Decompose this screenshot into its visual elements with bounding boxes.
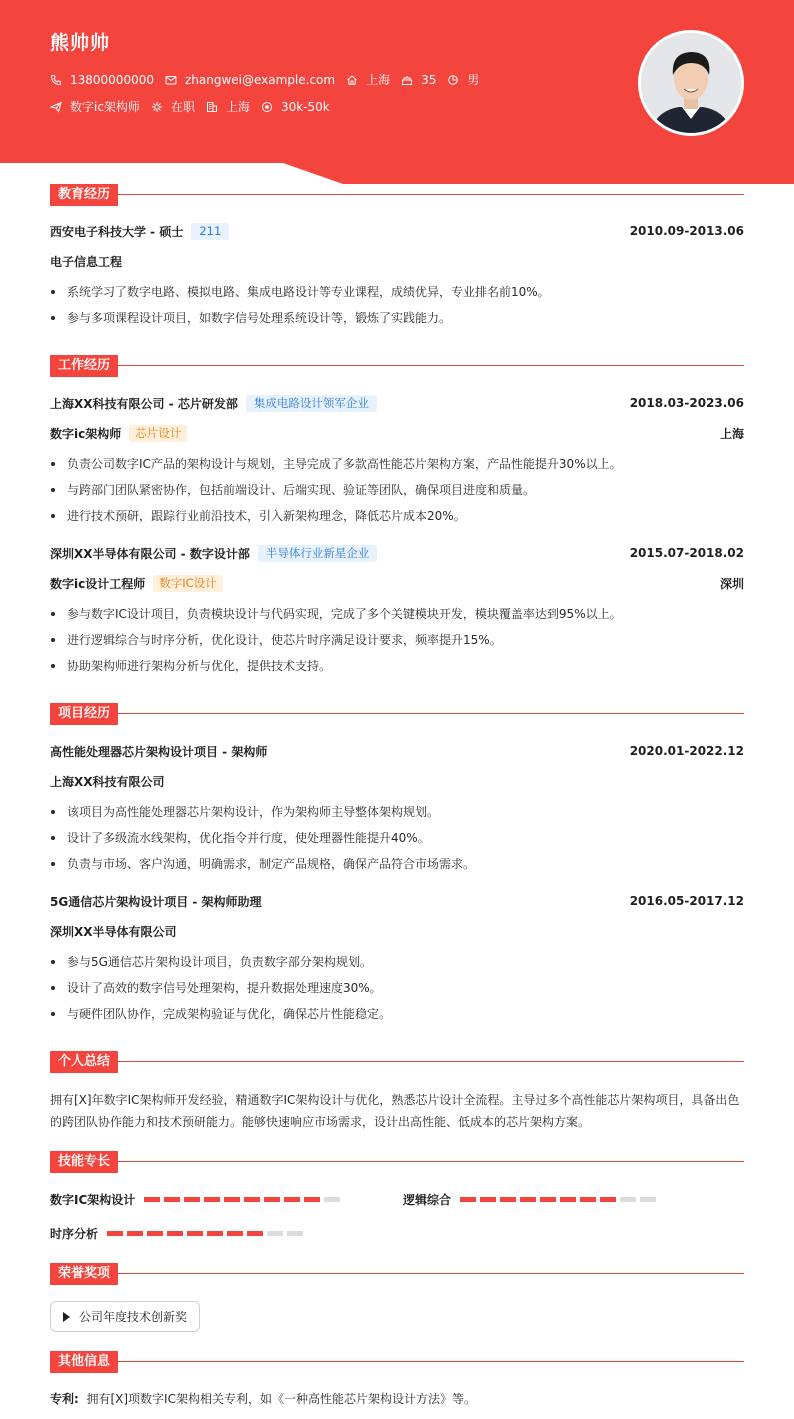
- project-header: [50, 742, 744, 760]
- list-item: 参与5G通信芯片架构设计项目，负责数字部分架构规划。: [50, 953, 744, 971]
- salary-text: 30k-50k: [280, 99, 330, 114]
- section-title: 项目经历: [50, 703, 118, 725]
- school-badge: 211: [191, 223, 229, 240]
- section-awards: [50, 1263, 744, 1285]
- skill-level-segment: [164, 1197, 180, 1202]
- skill-item: [50, 1190, 344, 1208]
- resume-header: [0, 0, 794, 184]
- home-text: 上海: [366, 73, 391, 87]
- avatar-portrait: [641, 33, 741, 133]
- skill-level-bar: [144, 1197, 344, 1202]
- home-icon: [346, 74, 358, 86]
- age-item: [401, 73, 436, 87]
- work-role-row: [50, 424, 744, 442]
- target-role-item: [50, 98, 140, 115]
- role-badge: 芯片设计: [129, 425, 187, 442]
- section-divider: [118, 1273, 744, 1274]
- list-item: 与硬件团队协作，完成架构验证与优化，确保芯片性能稳定。: [50, 1005, 744, 1023]
- skill-level-segment: [244, 1197, 260, 1202]
- work-date: 2018.03-2023.06: [629, 396, 744, 410]
- list-item: 与跨部门团队紧密协作，包括前端设计、后端实现、验证等团队，确保项目进度和质量。: [50, 481, 744, 499]
- school-name: 西安电子科技大学 - 硕士: [50, 224, 184, 239]
- skill-level-segment: [324, 1197, 340, 1202]
- skill-level-segment: [500, 1197, 516, 1202]
- other-info: [50, 1390, 476, 1407]
- company-badge: 集成电路设计领军企业: [246, 395, 377, 412]
- work-role-row: [50, 574, 744, 592]
- skill-level-segment: [640, 1197, 656, 1202]
- phone-text: 13800000000: [70, 72, 154, 87]
- skill-level-segment: [580, 1197, 596, 1202]
- building-icon: [206, 101, 218, 113]
- company-badge: 半导体行业新星企业: [258, 545, 378, 562]
- salary-icon: [261, 101, 273, 113]
- other-label: 专利:: [50, 1392, 79, 1406]
- skill-level-segment: [600, 1197, 616, 1202]
- salary-item: [261, 100, 330, 114]
- award-item[interactable]: [50, 1301, 200, 1332]
- skill-level-segment: [304, 1197, 320, 1202]
- age-text: 35: [421, 72, 437, 87]
- skill-level-segment: [147, 1231, 163, 1236]
- education-header: [50, 222, 744, 240]
- skill-level-segment: [284, 1197, 300, 1202]
- skill-level-segment: [480, 1197, 496, 1202]
- status-icon: [151, 101, 163, 113]
- section-work: [50, 355, 744, 377]
- skill-level-segment: [540, 1197, 556, 1202]
- list-item: 设计了多级流水线架构，优化指令并行度，使处理器性能提升40%。: [50, 829, 744, 847]
- list-item: 系统学习了数字电路、模拟电路、集成电路设计等专业课程，成绩优异，专业排名前10%。: [50, 283, 744, 301]
- gender-icon: [447, 74, 459, 86]
- skill-level-segment: [560, 1197, 576, 1202]
- skill-level-segment: [167, 1231, 183, 1236]
- major: 电子信息工程: [50, 254, 123, 269]
- skill-level-segment: [144, 1197, 160, 1202]
- target-role-text: 数字ic架构师: [70, 100, 140, 114]
- project-org: 深圳XX半导体有限公司: [50, 924, 177, 939]
- work-location: 深圳: [719, 576, 744, 591]
- email-text: zhangwei@example.com: [184, 72, 336, 87]
- project-org-row: [50, 772, 744, 790]
- skill-item: [50, 1224, 307, 1242]
- role-name: 数字ic设计工程师: [50, 576, 146, 591]
- section-title: 个人总结: [50, 1051, 118, 1073]
- home-item: [346, 71, 390, 88]
- section-title: 教育经历: [50, 184, 118, 206]
- city-text: 上海: [225, 100, 250, 114]
- skill-level-segment: [264, 1197, 280, 1202]
- phone-icon: [50, 74, 62, 86]
- section-title: 荣誉奖项: [50, 1263, 118, 1285]
- section-education: [50, 184, 744, 206]
- mail-icon: [165, 74, 177, 86]
- skill-level-segment: [107, 1231, 123, 1236]
- list-item: 进行逻辑综合与时序分析，优化设计，使芯片时序满足设计要求，频率提升15%。: [50, 631, 744, 649]
- skill-level-segment: [184, 1197, 200, 1202]
- award-label: 公司年度技术创新奖: [79, 1310, 188, 1324]
- job-intent-row: [50, 98, 341, 115]
- section-divider: [118, 713, 744, 714]
- list-item: 协助架构师进行架构分析与优化，提供技术支持。: [50, 657, 744, 675]
- skill-level-segment: [224, 1197, 240, 1202]
- skill-level-segment: [520, 1197, 536, 1202]
- section-title: 其他信息: [50, 1351, 118, 1373]
- work-header: [50, 544, 744, 562]
- skill-level-segment: [287, 1231, 303, 1236]
- section-summary: [50, 1051, 744, 1073]
- role-name: 数字ic架构师: [50, 426, 122, 441]
- phone-item: [50, 73, 154, 87]
- section-title: 工作经历: [50, 355, 118, 377]
- list-item: 该项目为高性能处理器芯片架构设计，作为架构师主导整体架构规划。: [50, 803, 744, 821]
- skill-level-segment: [620, 1197, 636, 1202]
- skill-name: 数字IC架构设计: [50, 1192, 136, 1207]
- project-header: [50, 892, 744, 910]
- list-item: 参与数字IC设计项目，负责模块设计与代码实现，完成了多个关键模块开发，模块覆盖率达到95%以上。: [50, 605, 744, 623]
- skill-name: 逻辑综合: [403, 1192, 452, 1207]
- section-other: [50, 1351, 744, 1373]
- project-title: 5G通信芯片架构设计项目 - 架构师助理: [50, 894, 262, 909]
- section-divider: [118, 365, 744, 366]
- skill-item: [403, 1190, 660, 1208]
- avatar: [638, 30, 744, 136]
- skill-level-segment: [127, 1231, 143, 1236]
- list-item: 参与多项课程设计项目，如数字信号处理系统设计等，锻炼了实践能力。: [50, 309, 744, 327]
- education-date: 2010.09-2013.06: [629, 224, 744, 238]
- skill-level-segment: [227, 1231, 243, 1236]
- candidate-name: 熊帅帅: [50, 32, 111, 54]
- project-title: 高性能处理器芯片架构设计项目 - 架构师: [50, 744, 268, 759]
- skill-level-segment: [207, 1231, 223, 1236]
- other-text: 拥有[X]项数字IC架构相关专利，如《一种高性能芯片架构设计方法》等。: [86, 1392, 476, 1406]
- section-projects: [50, 703, 744, 725]
- skill-level-segment: [247, 1231, 263, 1236]
- skill-name: 时序分析: [50, 1226, 99, 1241]
- skill-level-segment: [267, 1231, 283, 1236]
- project-org: 上海XX科技有限公司: [50, 774, 165, 789]
- skill-level-segment: [460, 1197, 476, 1202]
- work-header: [50, 394, 744, 412]
- status-item: [151, 98, 195, 115]
- education-major-row: [50, 252, 744, 270]
- play-icon: [63, 1312, 70, 1322]
- list-item: 负责与市场、客户沟通，明确需求，制定产品规格，确保产品符合市场需求。: [50, 855, 744, 873]
- summary-text: 拥有[X]年数字IC架构师开发经验，精通数字IC架构设计与优化，熟悉芯片设计全流程。主导过多个高性能芯片架构项目，具备出色的跨团队协作能力和技术预研能力。能够快速响应市场需求，设计出高性能、低成本的芯片架构方案。: [50, 1093, 740, 1129]
- list-item: 进行技术预研，跟踪行业前沿技术，引入新架构理念，降低芯片成本20%。: [50, 507, 744, 525]
- skill-level-segment: [204, 1197, 220, 1202]
- section-divider: [118, 194, 744, 195]
- section-divider: [118, 1361, 744, 1362]
- send-icon: [50, 101, 62, 113]
- section-skills: [50, 1151, 744, 1173]
- city-item: [206, 98, 250, 115]
- list-item: 设计了高效的数字信号处理架构，提升数据处理速度30%。: [50, 979, 744, 997]
- skill-level-bar: [107, 1231, 307, 1236]
- skill-level-segment: [187, 1231, 203, 1236]
- email-item: [165, 73, 335, 87]
- section-divider: [118, 1161, 744, 1162]
- project-org-row: [50, 922, 744, 940]
- work-date: 2015.07-2018.02: [629, 546, 744, 560]
- work-location: 上海: [719, 426, 744, 441]
- project-date: 2016.05-2017.12: [629, 894, 744, 908]
- company-name: 深圳XX半导体有限公司 - 数字设计部: [50, 546, 250, 561]
- role-badge: 数字IC设计: [153, 575, 222, 592]
- contact-row: [50, 71, 490, 88]
- section-title: 技能专长: [50, 1151, 118, 1173]
- skill-level-bar: [460, 1197, 660, 1202]
- gender-text: 男: [467, 73, 480, 87]
- list-item: 负责公司数字IC产品的架构设计与规划，主导完成了多款高性能芯片架构方案，产品性能提升30%以上。: [50, 455, 744, 473]
- project-date: 2020.01-2022.12: [629, 744, 744, 758]
- company-name: 上海XX科技有限公司 - 芯片研发部: [50, 396, 238, 411]
- section-divider: [118, 1061, 744, 1062]
- status-text: 在职: [170, 100, 195, 114]
- gender-item: [447, 71, 479, 88]
- age-icon: [401, 74, 413, 86]
